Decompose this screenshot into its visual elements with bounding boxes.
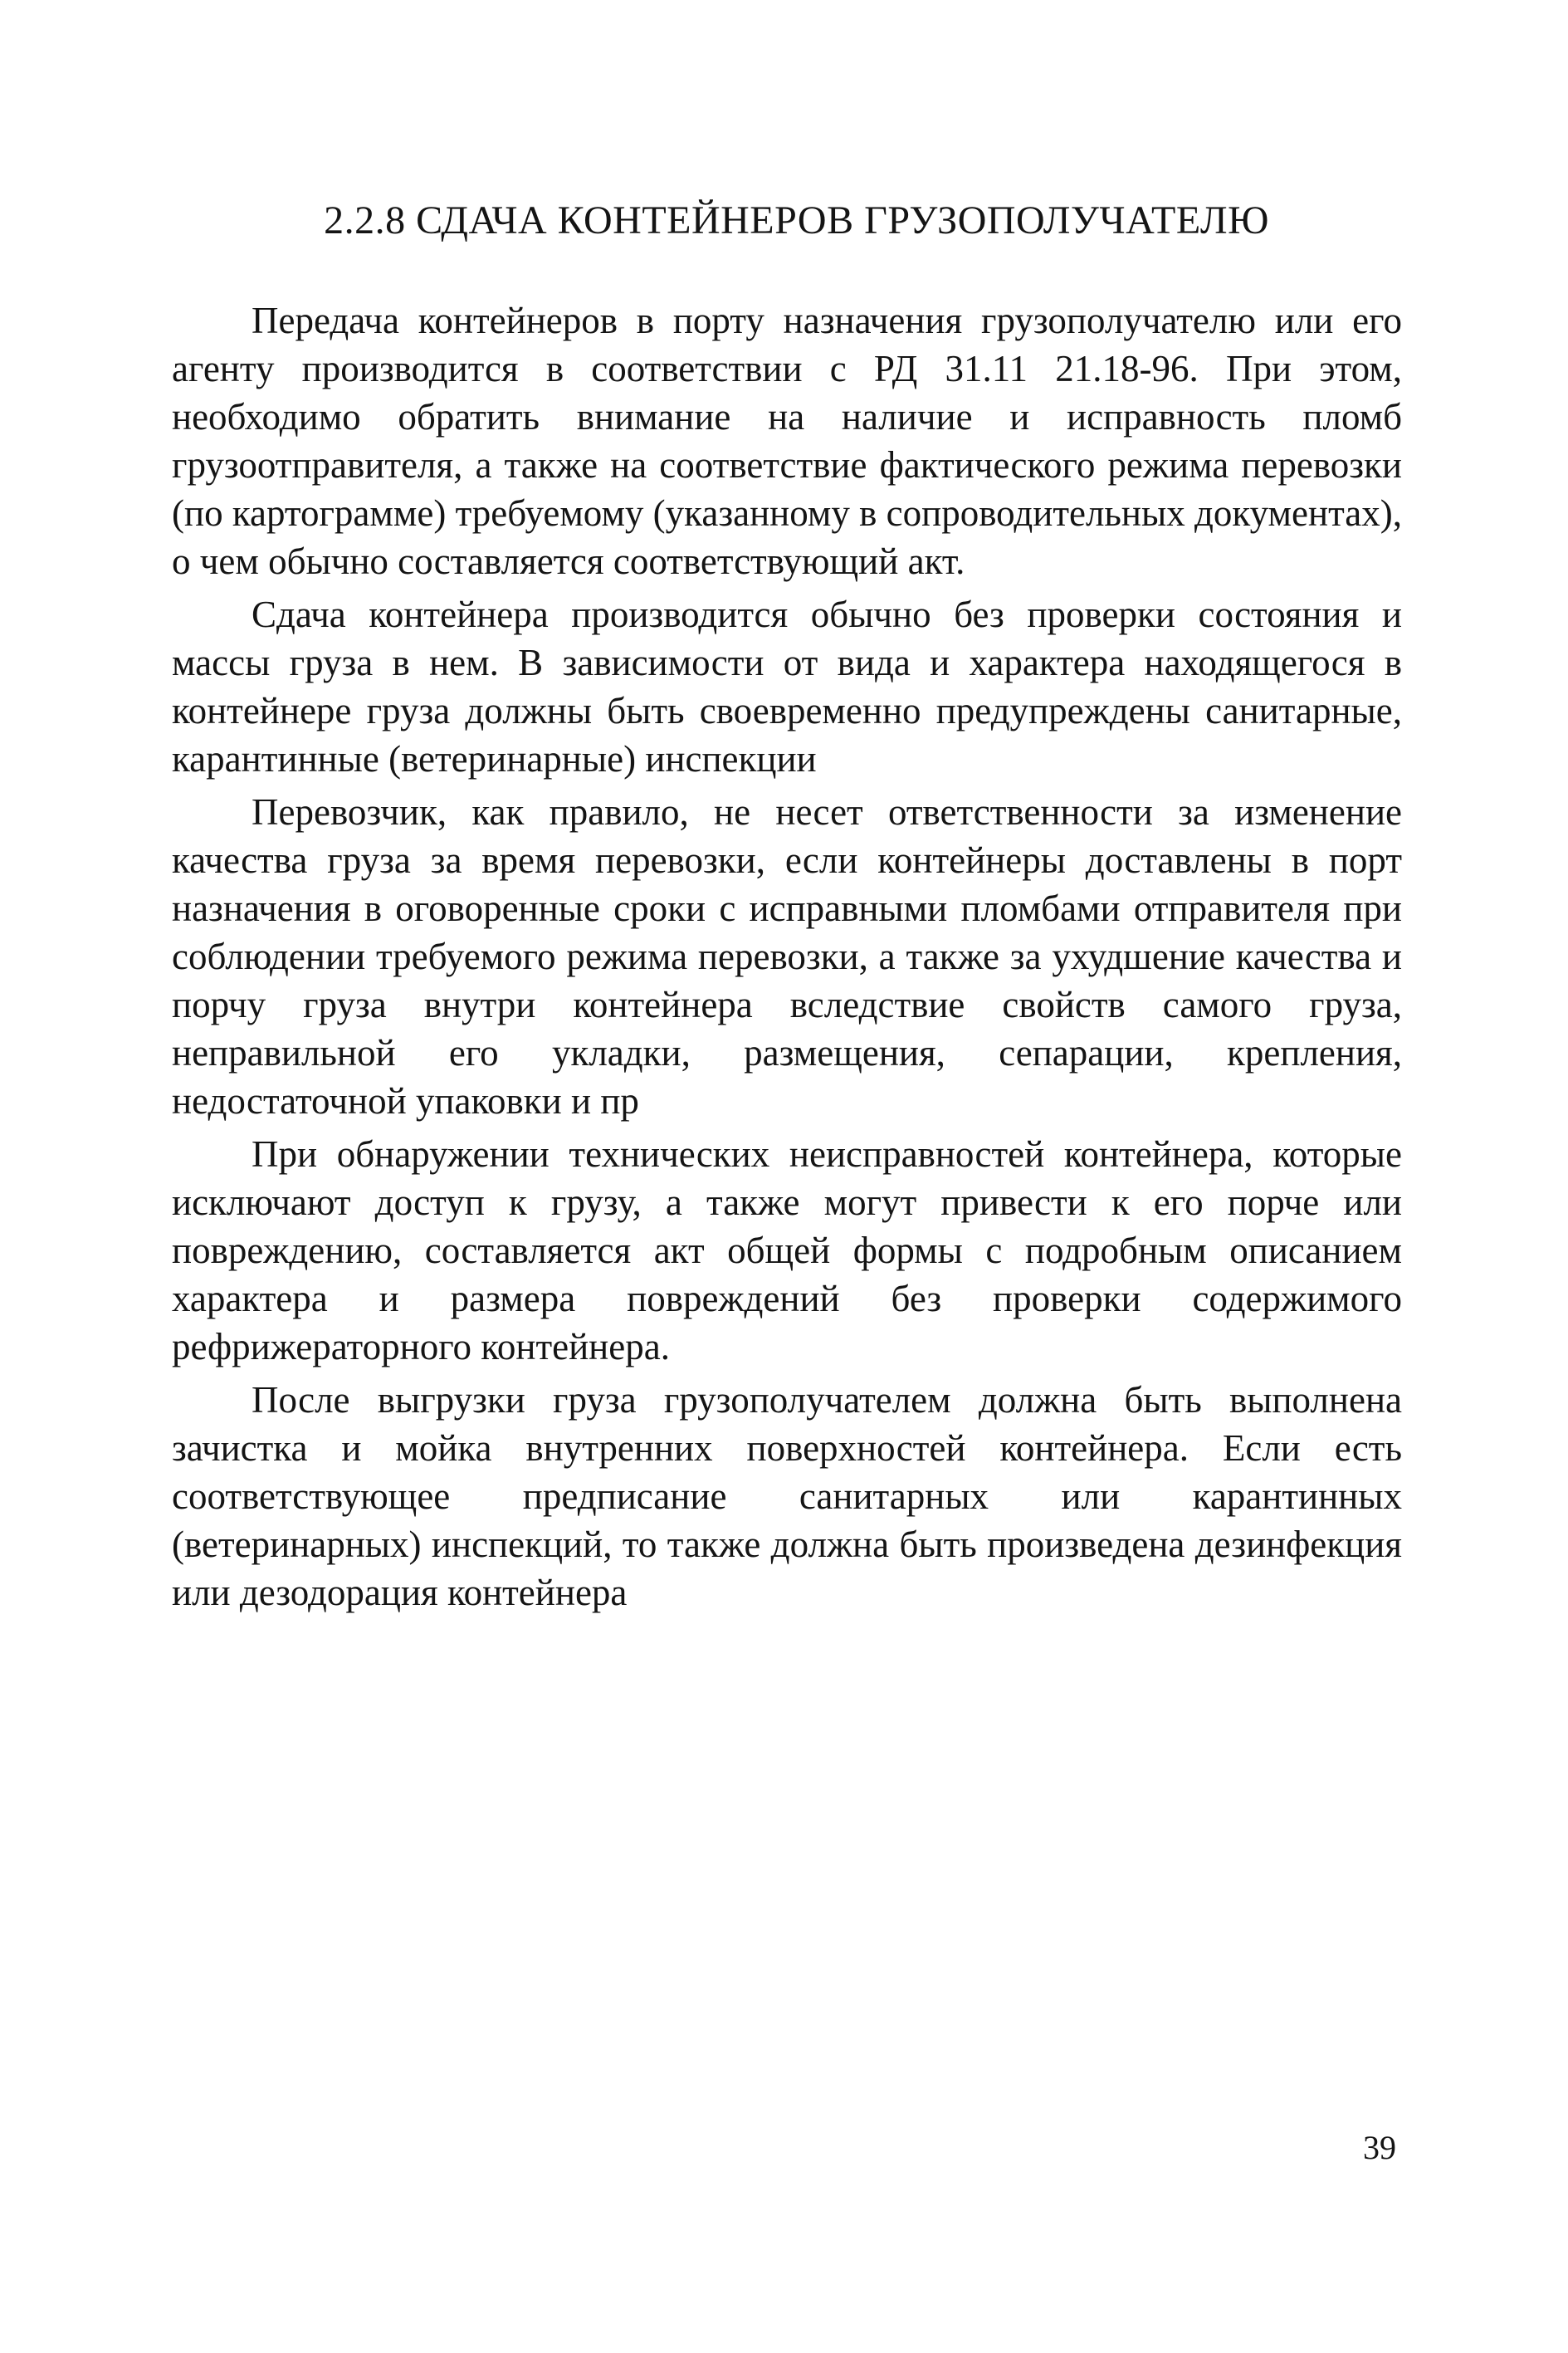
page-number: 39 [1363, 2129, 1396, 2166]
section-heading: 2.2.8 СДАЧА КОНТЕЙНЕРОВ ГРУЗОПОЛУЧАТЕЛЮ [324, 198, 1269, 242]
paragraph-technical-faults: При обнаружении технических неисправностей контейнера, которые исключают доступ к грузу, а также могут привести к его порче или повреждению, составляется акт общей формы с подробным описанием характера и размера повреждений без проверки содержимого рефрижераторного контейнера. [172, 1133, 1402, 1367]
body-text [172, 296, 1402, 1622]
paragraph-carrier-liability: Перевозчик, как правило, не несет ответственности за изменение качества груза за время перевозки, если контейнеры доставлены в порт назначения в оговоренные сроки с исправными пломбами отправителя при соблюдении требуемого режима перевозки, а также за ухудшение качества и порчу груза внутри контейнера вследствие свойств самого груза, неправильной его укладки, размещения, сепарации, крепления, недостаточной упаковки и пр [172, 791, 1402, 1122]
paragraph-cleaning: После выгрузки груза грузополучателем должна быть выполнена зачистка и мойка внутренних поверхностей контейнера. Если есть соответствующее предписание санитарных или карантинных (ветеринарных) инспекций, то также должна быть произведена дезинфекция или дезодорация контейнера [172, 1379, 1402, 1613]
paragraph-cargo-inspection: Сдача контейнера производится обычно без проверки состояния и массы груза в нем. В зависимости от вида и характера находящегося в контейнере груза должны быть своевременно предупреждены санитарные, карантинные (ветеринарные) инспекции [172, 594, 1402, 780]
paragraph-container-handover: Передача контейнеров в порту назначения грузополучателю или его агенту производится в соответствии с РД 31.11 21.18-96. При этом, необходимо обратить внимание на наличие и исправность пломб грузоотправителя, а также на соответствие фактического режима перевозки (по картограмме) требуемому (указанному в сопроводительных документах), о чем обычно составляется соответствующий акт. [172, 300, 1402, 582]
